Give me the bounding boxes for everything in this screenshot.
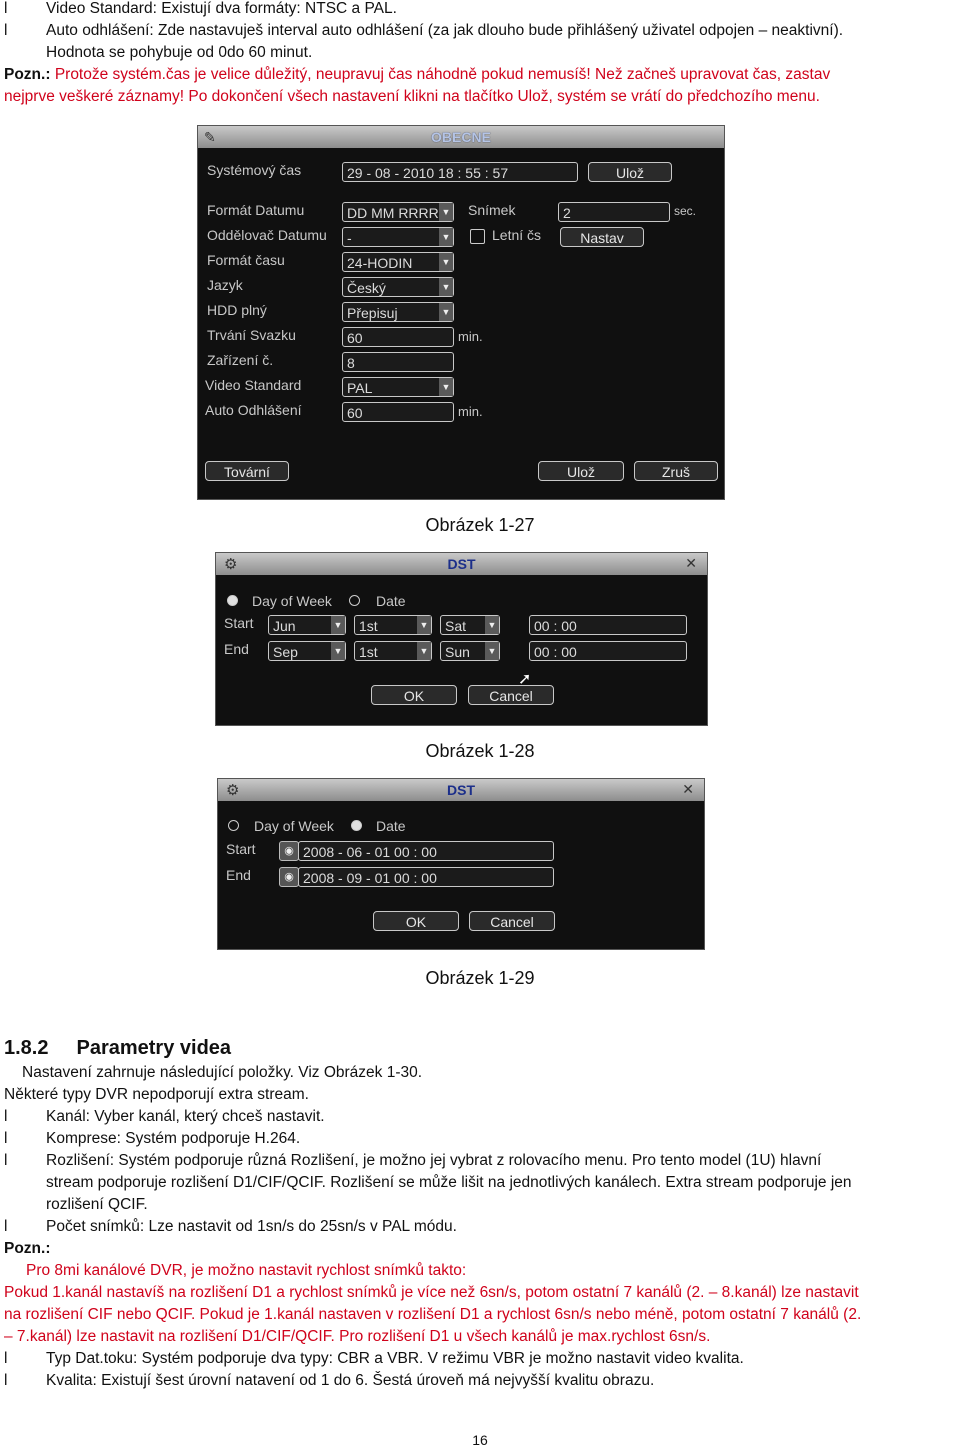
device-no-input[interactable]: 8 bbox=[342, 352, 454, 372]
end-label: End bbox=[224, 641, 249, 657]
end-date-input[interactable]: 2008 - 09 - 01 00 : 00 bbox=[298, 867, 554, 887]
mouse-cursor-icon: ➚ bbox=[518, 671, 532, 688]
intro-text: Nastavení zahrnuje následující položky. Viz Obrázek 1-30. bbox=[22, 1064, 423, 1081]
calendar-icon[interactable]: ◉ bbox=[279, 867, 299, 887]
start-label: Start bbox=[224, 615, 254, 631]
quality-text: Kvalita: Existují šest úrovní natavení od 1 do 6. Šestá úroveň má nejvyšší kvalitu obrazu. bbox=[46, 1372, 655, 1389]
bullet: l bbox=[4, 1372, 8, 1389]
day-of-week-radio[interactable] bbox=[228, 820, 239, 831]
start-month-select[interactable]: Jun ▼ bbox=[268, 615, 346, 635]
label-time-format: Formát času bbox=[207, 252, 285, 268]
start-date-input[interactable]: 2008 - 06 - 01 00 : 00 bbox=[298, 841, 554, 861]
cancel-button[interactable]: Zruš bbox=[634, 461, 718, 481]
section-heading: 1.8.2 Parametry videa bbox=[4, 1037, 232, 1059]
resolution-text-3: rozlišení QCIF. bbox=[46, 1196, 148, 1213]
date-format-select[interactable]: DD MM RRRR ▼ bbox=[342, 202, 454, 222]
note-line-2: nejprve veškeré záznamy! Po dokončení všech nastavení klikni na tlačítko Ulož, systém se vrátí do předchozího menu. bbox=[4, 88, 820, 105]
figure-1-28-screenshot bbox=[215, 552, 708, 726]
window-title: OBECNE bbox=[431, 129, 491, 145]
date-radio[interactable] bbox=[349, 595, 360, 606]
channel-text: Kanál: Vyber kanál, který chceš nastavit. bbox=[46, 1108, 325, 1125]
bullet: l bbox=[4, 1218, 8, 1235]
auto-logout-input[interactable]: 60 bbox=[342, 402, 454, 422]
frames-text: Počet snímků: Lze nastavit od 1sn/s do 25sn/s v PAL módu. bbox=[46, 1218, 457, 1235]
note-red-4: – 7.kanál) lze nastavit na rozlišení D1/CIF/QCIF. Pro rozlišení D1 u všech kanálů je max.rychlost 6sn/s. bbox=[4, 1328, 711, 1345]
dst-checkbox[interactable] bbox=[470, 229, 485, 244]
close-icon[interactable]: ✕ bbox=[685, 555, 697, 571]
start-label: Start bbox=[226, 841, 256, 857]
label-auto-logout: Auto Odhlášení bbox=[205, 402, 302, 418]
caption-1-27: Obrázek 1-27 bbox=[425, 515, 535, 535]
note-red-1: Pro 8mi kanálové DVR, je možno nastavit rychlost snímků takto: bbox=[26, 1262, 467, 1279]
bullet: l bbox=[4, 1108, 8, 1125]
date-label: Date bbox=[376, 818, 406, 834]
label-device-no: Zařízení č. bbox=[207, 352, 274, 368]
pack-duration-input[interactable]: 60 bbox=[342, 327, 454, 347]
gear-icon: ⚙ bbox=[224, 556, 238, 573]
label-hdd-full: HDD plný bbox=[207, 302, 267, 318]
page-number: 16 bbox=[472, 1432, 488, 1448]
day-of-week-label: Day of Week bbox=[254, 818, 334, 834]
label-system-time: Systémový čas bbox=[207, 162, 302, 178]
min-unit: min. bbox=[458, 329, 483, 344]
date-label: Date bbox=[376, 593, 406, 609]
end-day-select[interactable]: Sun ▼ bbox=[440, 641, 500, 661]
resolution-text-1: Rozlišení: Systém podporuje různá Rozlišení, je možno jej vybrat z rolovacího menu. Pro tento model (1U) hlavní bbox=[46, 1152, 822, 1169]
end-time-input[interactable]: 00 : 00 bbox=[529, 641, 687, 661]
note-red-3: na rozlišení CIF nebo QCIF. Pokud je 1.kanál nastaven v rozlišení D1 a rychlost 6sn/s nebo méně, potom ostatní 7 kanálů (2. bbox=[4, 1306, 862, 1323]
min-unit: min. bbox=[458, 404, 483, 419]
setup-button[interactable]: Nastav bbox=[560, 227, 644, 247]
window-titlebar bbox=[216, 553, 707, 575]
resolution-text-2: stream podporuje rozlišení D1/CIF/QCIF. Rozlišení se může lišit na jednotlivých kanálech. Extra stream podporuje jen bbox=[46, 1174, 852, 1191]
label-dst: Letní čs bbox=[492, 227, 542, 243]
sec-unit: sec. bbox=[674, 204, 697, 218]
save-top-button[interactable]: Ulož bbox=[588, 162, 672, 182]
ok-button[interactable]: OK bbox=[373, 911, 459, 931]
figure-1-27-screenshot bbox=[197, 125, 725, 500]
bullet: l bbox=[4, 0, 8, 17]
bullet: l bbox=[4, 1152, 8, 1169]
end-week-select[interactable]: 1st ▼ bbox=[354, 641, 432, 661]
note-line-1: Pozn.: Protože systém.čas je velice důležitý, neupravuj čas náhodně pokud nemusíš! Než začneš upravovat čas, zastav bbox=[4, 66, 831, 83]
label-language: Jazyk bbox=[207, 277, 243, 293]
figure-1-29-screenshot bbox=[217, 778, 705, 950]
bullet: l bbox=[4, 1130, 8, 1147]
bullet: l bbox=[4, 1350, 8, 1367]
intro-text-2: Některé typy DVR nepodporují extra stream. bbox=[4, 1086, 309, 1103]
auto-logout-text-2: Hodnota se pohybuje od 0do 60 minut. bbox=[46, 44, 313, 61]
time-format-select[interactable]: 24-HODIN ▼ bbox=[342, 252, 454, 272]
label-date-format: Formát Datumu bbox=[207, 202, 305, 218]
label-pack-duration: Trvání Svazku bbox=[207, 327, 296, 343]
calendar-icon[interactable]: ◉ bbox=[279, 841, 299, 861]
default-button[interactable]: Tovární bbox=[205, 461, 289, 481]
start-time-input[interactable]: 00 : 00 bbox=[529, 615, 687, 635]
caption-1-29: Obrázek 1-29 bbox=[425, 968, 535, 988]
save-button[interactable]: Ulož bbox=[538, 461, 624, 481]
cancel-button[interactable]: Cancel bbox=[468, 685, 554, 705]
end-month-select[interactable]: Sep ▼ bbox=[268, 641, 346, 661]
system-time-field[interactable]: 29 - 08 - 2010 18 : 55 : 57 bbox=[342, 162, 578, 182]
window-title: DST bbox=[447, 782, 475, 798]
note-label: Pozn.: bbox=[4, 1240, 51, 1257]
ok-button[interactable]: OK bbox=[371, 685, 457, 705]
date-separator-select[interactable]: - ▼ bbox=[342, 227, 454, 247]
settings-icon: ✎ bbox=[204, 129, 216, 145]
video-standard-select[interactable]: PAL ▼ bbox=[342, 377, 454, 397]
window-title: DST bbox=[447, 556, 476, 572]
language-select[interactable]: Český ▼ bbox=[342, 277, 454, 297]
date-radio[interactable] bbox=[351, 820, 362, 831]
hdd-full-select[interactable]: Přepisuj ▼ bbox=[342, 302, 454, 322]
day-of-week-label: Day of Week bbox=[252, 593, 332, 609]
day-of-week-radio[interactable] bbox=[227, 595, 238, 606]
compression-text: Komprese: Systém podporuje H.264. bbox=[46, 1130, 301, 1147]
note-red-2: Pokud 1.kanál nastavíš na rozlišení D1 a rychlost snímků je více než 6sn/s, potom ostatní 7 kanálů (2. – 8.kanál) lze nastavit bbox=[4, 1284, 859, 1301]
video-standard-text: Video Standard: Existují dva formáty: NTSC a PAL. bbox=[46, 0, 397, 17]
label-snapshot: Snímek bbox=[468, 202, 516, 218]
start-week-select[interactable]: 1st ▼ bbox=[354, 615, 432, 635]
cancel-button[interactable]: Cancel bbox=[469, 911, 555, 931]
snapshot-input[interactable]: 2 bbox=[558, 202, 670, 222]
end-label: End bbox=[226, 867, 251, 883]
label-video-standard: Video Standard bbox=[205, 377, 302, 393]
bullet: l bbox=[4, 22, 8, 39]
window-titlebar bbox=[198, 126, 724, 148]
bitrate-text: Typ Dat.toku: Systém podporuje dva typy: CBR a VBR. V režimu VBR je možno nastavit video kvalita. bbox=[46, 1350, 744, 1367]
start-day-select[interactable]: Sat ▼ bbox=[440, 615, 500, 635]
gear-icon: ⚙ bbox=[226, 782, 240, 799]
caption-1-28: Obrázek 1-28 bbox=[425, 741, 535, 761]
auto-logout-text: Auto odhlášení: Zde nastavuješ interval auto odhlášení (za jak dlouho bude přihlášený uživatel odpojen – neaktivní). bbox=[46, 22, 844, 39]
label-date-separator: Oddělovač Datumu bbox=[207, 227, 327, 243]
close-icon[interactable]: ✕ bbox=[682, 781, 694, 797]
window-titlebar bbox=[218, 779, 704, 801]
